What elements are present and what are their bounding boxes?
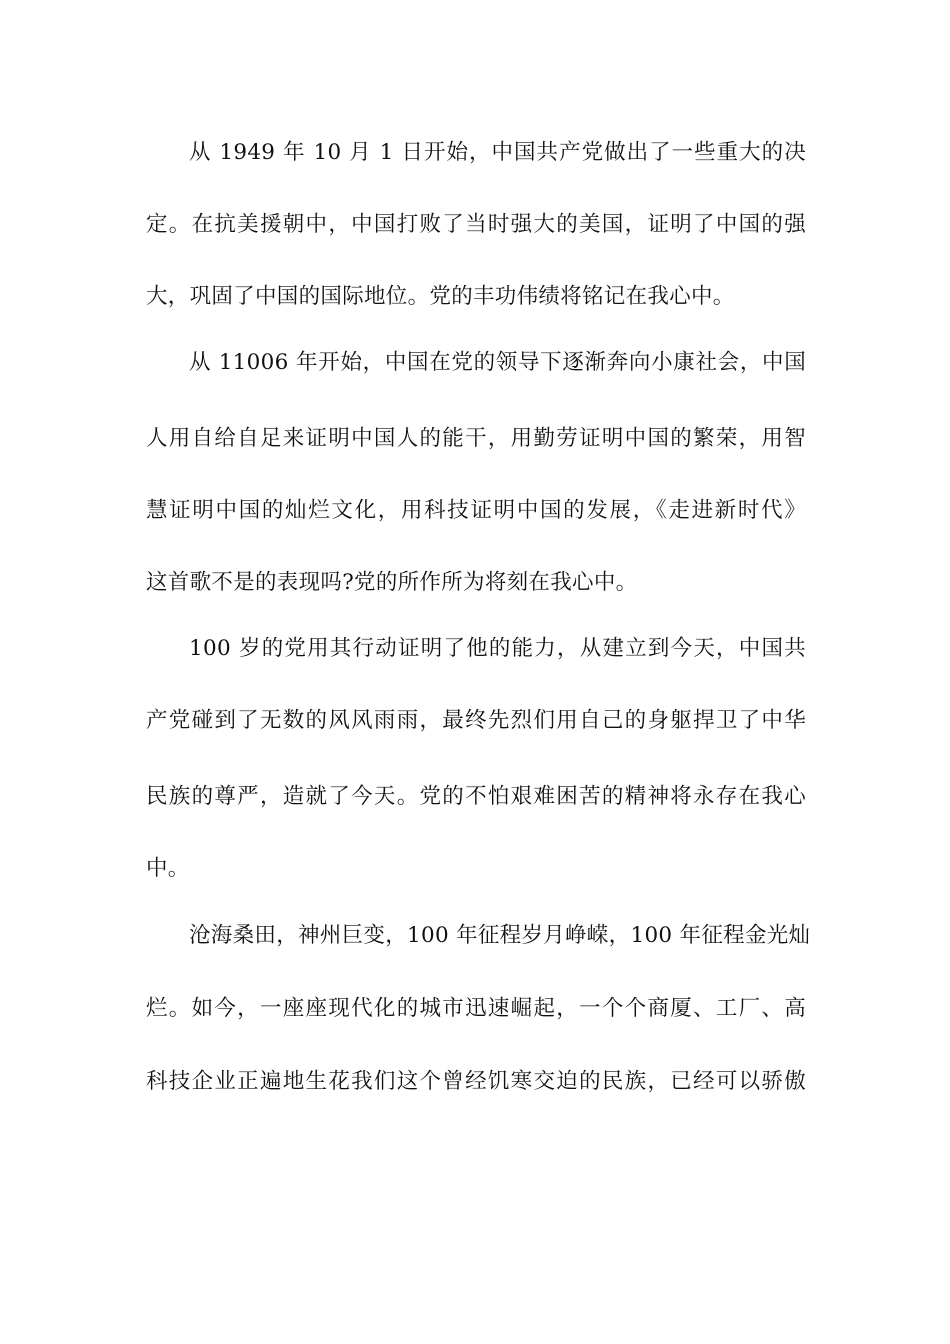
text-line: 沧海桑田，神州巨变，100 年征程岁月峥嵘，100 年征程金光灿 (189, 923, 811, 948)
text-line: 中。 (146, 856, 190, 881)
text-line: 100 岁的党用其行动证明了他的能力，从建立到今天，中国共 (189, 636, 806, 661)
text-line: 从 11006 年开始，中国在党的领导下逐渐奔向小康社会，中国 (189, 350, 806, 375)
text-line: 大，巩固了中国的国际地位。党的丰功伟绩将铭记在我心中。 (146, 284, 735, 309)
text-line: 民族的尊严，造就了今天。党的不怕艰难困苦的精神将永存在我心 (146, 784, 806, 809)
text-line: 这首歌不是的表现吗?党的所作所为将刻在我心中。 (146, 570, 638, 595)
text-line: 人用自给自足来证明中国人的能干，用勤劳证明中国的繁荣，用智 (146, 426, 806, 451)
text-line: 产党碰到了无数的风风雨雨，最终先烈们用自己的身躯捍卫了中华 (146, 708, 806, 733)
text-line: 科技企业正遍地生花我们这个曾经饥寒交迫的民族，已经可以骄傲 (146, 1069, 806, 1094)
text-line: 定。在抗美援朝中，中国打败了当时强大的美国，证明了中国的强 (146, 212, 806, 237)
text-line: 从 1949 年 10 月 1 日开始，中国共产党做出了一些重大的决 (189, 140, 806, 165)
text-line: 慧证明中国的灿烂文化，用科技证明中国的发展，《走进新时代》 (146, 498, 806, 523)
text-line: 烂。如今，一座座现代化的城市迅速崛起，一个个商厦、工厂、高 (146, 996, 806, 1021)
